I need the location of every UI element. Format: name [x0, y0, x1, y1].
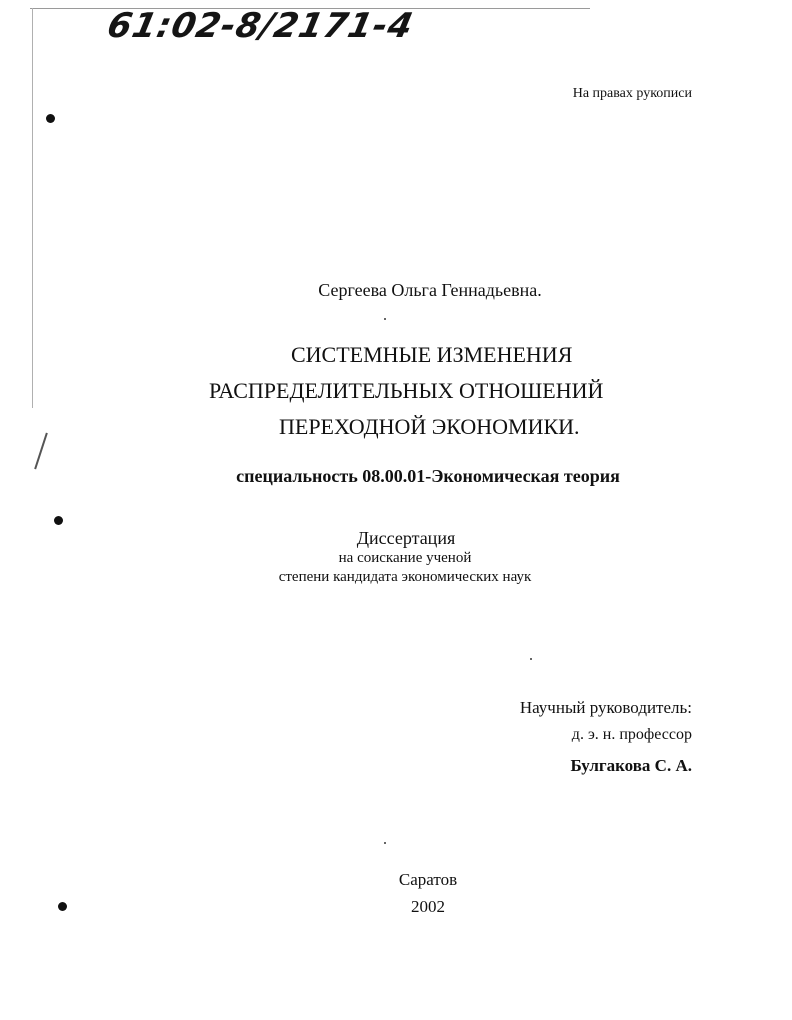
pen-mark — [34, 433, 48, 470]
punch-hole-mark — [46, 114, 55, 123]
scan-edge-left — [32, 8, 33, 408]
archive-number-stamp: 61:02-8/2171-4 — [103, 6, 418, 46]
dissertation-purpose-line-1: на соискание ученой — [338, 550, 472, 566]
supervisor-degree: д. э. н. профессор — [571, 726, 692, 743]
scan-speck — [384, 842, 386, 844]
dissertation-label: Диссертация — [356, 528, 456, 548]
punch-hole-mark — [54, 516, 63, 525]
supervisor-label: Научный руководитель: — [519, 698, 692, 717]
scan-speck — [530, 658, 532, 660]
dissertation-purpose-line-2: степени кандидата экономических наук — [278, 569, 532, 585]
author-name: Сергеева Ольга Геннадьевна. — [318, 280, 542, 300]
title-line-2: РАСПРЕДЕЛИТЕЛЬНЫХ ОТНОШЕНИЙ — [209, 378, 604, 403]
supervisor-name: Булгакова С. А. — [570, 756, 692, 775]
manuscript-rights-note: На правах рукописи — [572, 86, 692, 101]
scan-speck — [384, 318, 386, 320]
specialty: специальность 08.00.01-Экономическая теория — [236, 466, 620, 486]
year: 2002 — [411, 897, 445, 916]
title-line-1: СИСТЕМНЫЕ ИЗМЕНЕНИЯ — [291, 342, 573, 367]
city: Саратов — [398, 870, 458, 889]
title-line-3: ПЕРЕХОДНОЙ ЭКОНОМИКИ. — [279, 414, 580, 439]
